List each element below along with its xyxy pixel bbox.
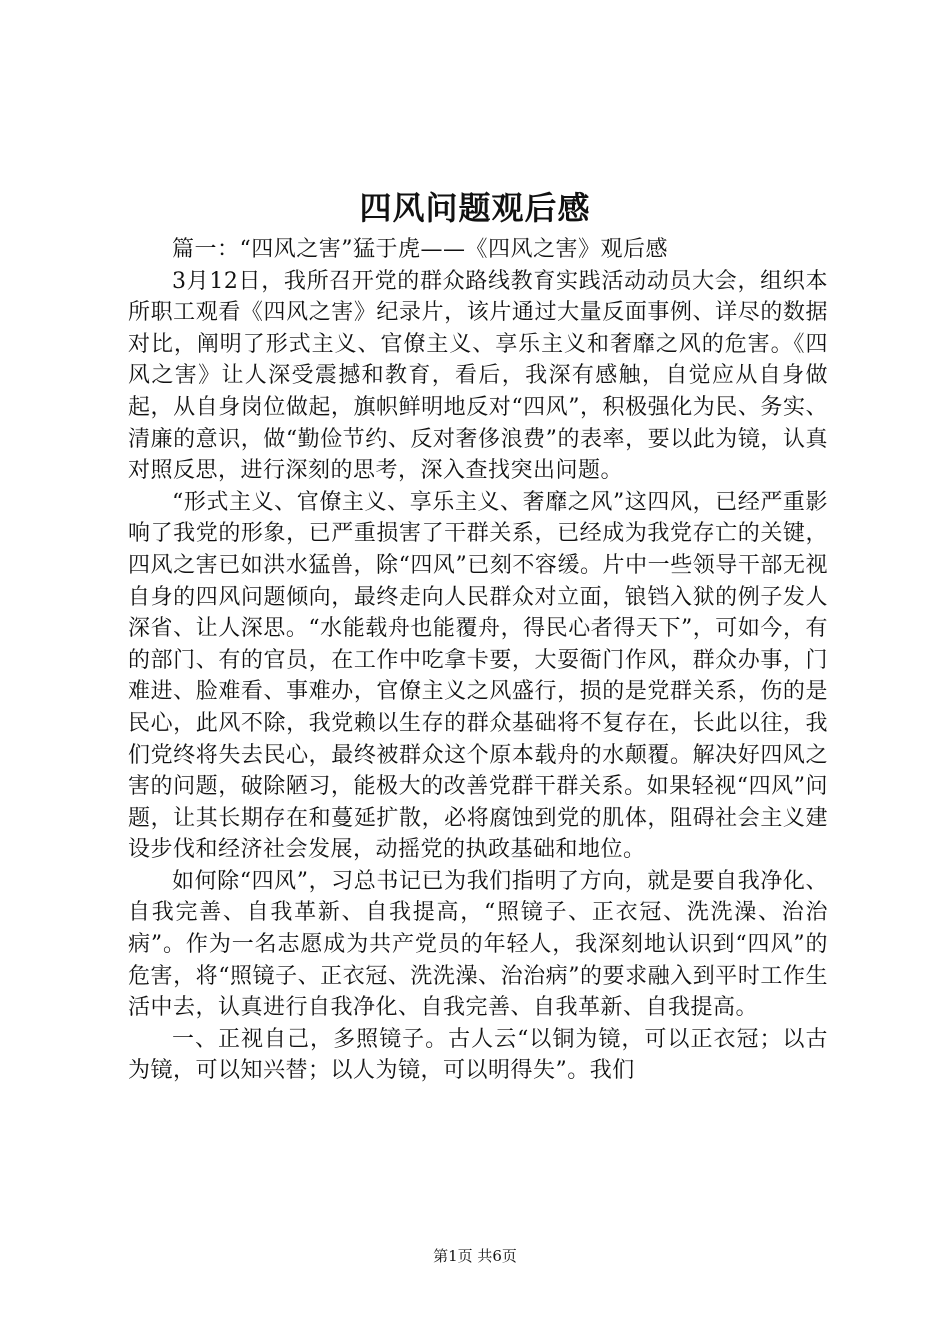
paragraph-2: “形式主义、官僚主义、享乐主义、奢靡之风”这四风，已经严重影响了我党的形象，已严重损害了干群关系，已经成为我党存亡的关键，四风之害已如洪水猛兽，除“四风”已刻不容缓。片中一些领导干部无视自身的四风问题倾向，最终走向人民群众对立面，锒铛入狱的例子发人深省、让人深思。“水能载舟也能覆舟，得民心者得天下”，可如今，有的部门、有的官员，在工作中吃拿卡要，大耍衙门作风，群众办事，门难进、脸难看、事难办，官僚主义之风盛行，损的是党群关系，伤的是民心，此风不除，我党赖以生存的群众基础将不复存在，长此以往，我们党终将失去民心，最终被群众这个原本载舟的水颠覆。解决好四风之害的问题，破除陋习，能极大的改善党群干群关系。如果轻视“四风”问题，让其长期存在和蔓延扩散，必将腐蚀到党的肌体，阻碍社会主义建设步伐和经济社会发展，动摇党的执政基础和地位。 [128, 489, 828, 863]
paragraph-4: 一、正视自己，多照镜子。古人云“以铜为镜，可以正衣冠；以古为镜，可以知兴替；以人为镜，可以明得失”。我们 [128, 1026, 828, 1084]
paragraph-3: 如何除“四风”，习总书记已为我们指明了方向，就是要自我净化、自我完善、自我革新、自我提高，“照镜子、正衣冠、洗洗澡、治治病”。作为一名志愿成为共产党员的年轻人，我深刻地认识到“四风”的危害，将“照镜子、正衣冠、洗洗澡、治治病”的要求融入到平时工作生活中去，认真进行自我净化、自我完善、自我革新、自我提高。 [128, 868, 828, 1021]
article-subtitle: 篇一：“四风之害”猛于虎——《四风之害》观后感 [172, 237, 668, 262]
page-number-footer: 第1页 共6页 [433, 1247, 517, 1265]
paragraph-1: 3月12日，我所召开党的群众路线教育实践活动动员大会，组织本所职工观看《四风之害》纪录片，该片通过大量反面事例、详尽的数据对比，阐明了形式主义、官僚主义、享乐主义和奢靡之风的危害。《四风之害》让人深受震撼和教育，看后，我深有感触，自觉应从自身做起，从自身岗位做起，旗帜鲜明地反对“四风”，积极强化为民、务实、清廉的意识，做“勤俭节约、反对奢侈浪费”的表率，要以此为镜，认真对照反思，进行深刻的思考，深入查找突出问题。 [128, 268, 828, 484]
document-body [128, 234, 828, 1087]
document-title: 四风问题观后感 [359, 189, 591, 227]
